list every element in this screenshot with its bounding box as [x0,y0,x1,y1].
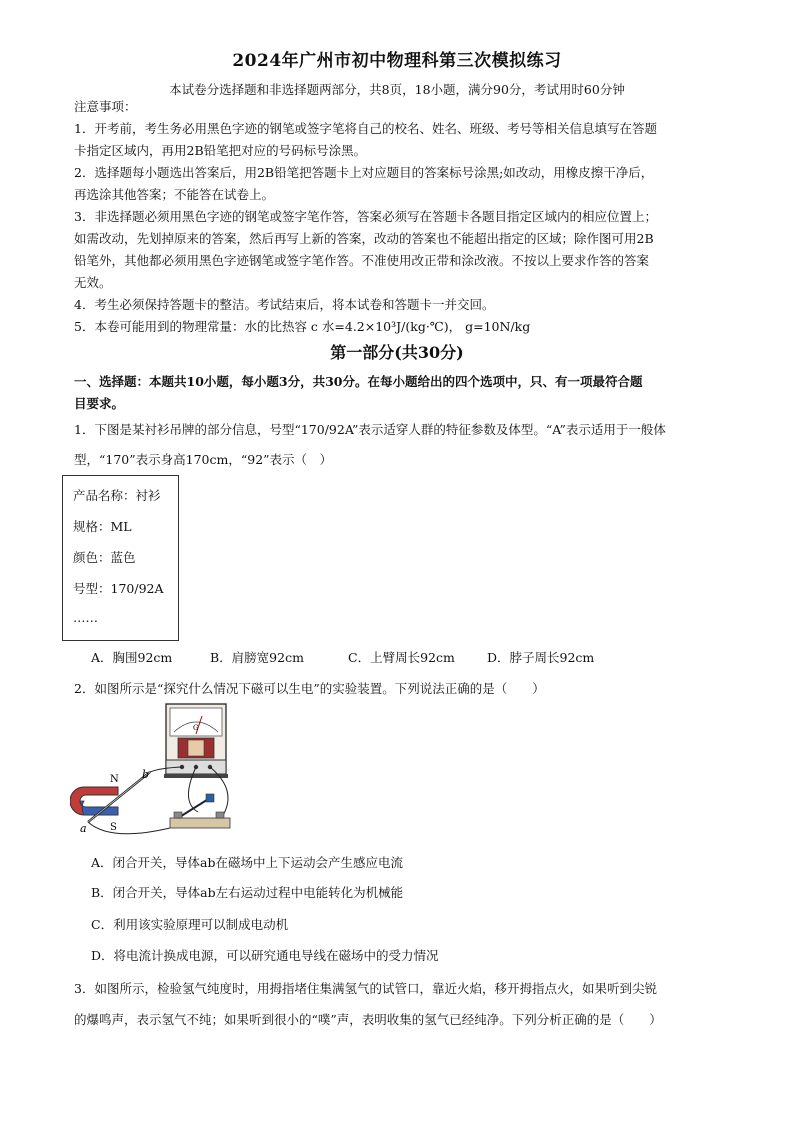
switch [170,794,230,828]
exam-title: 2024年广州市初中物理科第三次模拟练习 [232,51,562,71]
q1-stem-line-1: 1．下图是某衬衫吊牌的部分信息，号型“170/92A”表示适穿人群的特征参数及体型。“A”表示适用于一般体 [74,422,666,437]
notice-item-4: 4．考生必须保持答题卡的整洁。考试结束后，将本试卷和答题卡一并交回。 [74,297,495,312]
q1-option-c[interactable]: C．上臂周长92cm [348,650,455,665]
notice-item-1-line-2: 卡指定区域内，再用2B铅笔把对应的号码标号涂黑。 [74,143,367,158]
q3-stem-line-2: 的爆鸣声，表示氢气不纯；如果听到很小的“噗”声，表明收集的氢气已经纯净。下列分析正确的是（ ） [74,1012,662,1027]
tag-line: 规格：ML [73,519,132,534]
notice-item-2-line-2: 再选涂其他答案；不能答在试卷上。 [74,187,275,202]
notice-item-3-line-1: 3．非选择题必须用黑色字迹的钢笔或签字笔作答，答案必须写在答题卡各题目指定区域内的相应位置上； [74,209,657,224]
tag-line: 颜色：蓝色 [73,550,136,565]
q2-option-b[interactable]: B．闭合开关，导体ab左右运动过程中电能转化为机械能 [91,885,404,900]
part1-instructions-line-1: 一、选择题：本题共10小题，每小题3分，共30分。在每小题给出的四个选项中，只、有一项最符合题 [74,374,643,389]
q2-stem: 2．如图所示是“探究什么情况下磁可以生电”的实验装置。下列说法正确的是（ ） [74,681,545,696]
q1-option-b[interactable]: B．肩膀宽92cm [210,650,304,665]
shirt-tag-box [62,475,179,641]
q2-option-a[interactable]: A．闭合开关，导体ab在磁场中上下运动会产生感应电流 [91,855,403,870]
notice-item-3-line-2: 如需改动，先划掉原来的答案，然后再写上新的答案，改动的答案也不能超出指定的区域；除作图可用2B [74,231,654,246]
tag-line: 产品名称：衬衫 [73,488,161,503]
tag-line: …… [73,610,98,625]
notice-item-3-line-4: 无效。 [74,275,112,290]
magnet-n-label: N [110,774,119,785]
q2-option-d[interactable]: D．将电流计换成电源，可以研究通电导线在磁场中的受力情况 [91,948,439,963]
part1-instructions-line-2: 目要求。 [74,396,125,411]
part1-heading: 第一部分(共30分) [330,343,464,362]
q3-stem-line-1: 3．如图所示，检验氢气纯度时，用拇指堵住集满氢气的试管口，靠近火焰，移开拇指点火，如果听到尖锐 [74,981,657,996]
q1-option-d[interactable]: D．脖子周长92cm [487,650,595,665]
galvanometer [164,704,228,778]
q1-stem-line-2: 型，“170”表示身高170cm，“92”表示（ ） [74,452,333,467]
galvanometer-label: G [193,724,199,732]
conductor-b-label: b [142,768,150,781]
tag-line: 号型：170/92A [73,581,164,596]
conductor-a-label: a [80,822,87,835]
notice-item-3-line-3: 铅笔外，其他都必须用黑色字迹钢笔或签字笔作答。不准使用改正带和涂改液。不按以上要求作答的答案 [74,253,650,268]
q2-option-c[interactable]: C．利用该实验原理可以制成电动机 [91,917,289,932]
q1-option-a[interactable]: A．胸围92cm [91,650,173,665]
notice-heading: 注意事项： [74,99,137,114]
magnet-s-label: S [110,822,117,833]
exam-subtitle: 本试卷分选择题和非选择题两部分，共8页，18小题，满分90分，考试用时60分钟 [169,82,625,97]
notice-item-1-line-1: 1．开考前，考生务必用黑色字迹的钢笔或签字笔将自己的校名、姓名、班级、考号等相关信息填写在答题 [74,121,657,136]
notice-item-5: 5．本卷可能用到的物理常量：水的比热容 c 水=4.2×10³J/(kg·℃)， g=10N/kg [74,319,531,334]
notice-item-2-line-1: 2．选择题每小题选出答案后，用2B铅笔把答题卡上对应题目的答案标号涂黑;如改动，用橡皮擦干净后， [74,165,654,180]
induction-apparatus-figure [70,702,240,842]
